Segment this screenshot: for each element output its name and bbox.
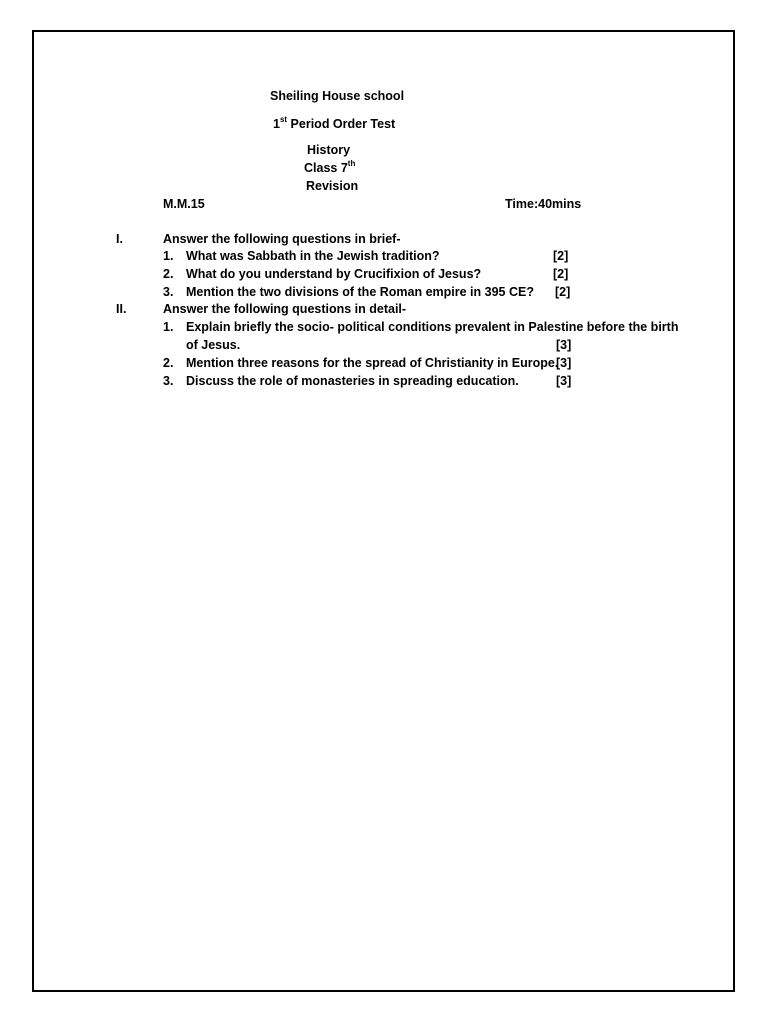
subject: History: [307, 143, 351, 157]
section-2-instruction: Answer the following questions in detail-: [163, 302, 407, 316]
question-marks: [2]: [555, 285, 571, 299]
question-text: What do you understand by Crucifixion of Jesus?: [186, 267, 482, 281]
page-border: [32, 30, 735, 992]
question-number: 2.: [163, 267, 174, 281]
question-text: Mention the two divisions of the Roman empire in 395 CE?: [186, 285, 534, 299]
test-title-prefix: 1: [273, 117, 280, 131]
question-number: 3.: [163, 374, 174, 388]
question-number: 1.: [163, 249, 174, 263]
class-label-superscript: th: [347, 158, 356, 168]
section-1-numeral: I.: [116, 232, 123, 246]
test-title: [273, 116, 395, 132]
question-text: What was Sabbath in the Jewish tradition?: [186, 249, 440, 263]
question-number: 3.: [163, 285, 174, 299]
question-marks: [3]: [556, 374, 572, 388]
question-marks: [3]: [556, 338, 572, 352]
section-1-instruction: Answer the following questions in brief-: [163, 232, 401, 246]
question-text: Discuss the role of monasteries in spreading education.: [186, 374, 519, 388]
question-marks: [2]: [553, 267, 569, 281]
question-marks: [3]: [556, 356, 572, 370]
time-allowed: Time:40mins: [505, 197, 582, 211]
section-2-numeral: II.: [116, 302, 127, 316]
max-marks: M.M.15: [163, 197, 205, 211]
test-type: Revision: [306, 179, 359, 193]
question-text-continued: of Jesus.: [186, 338, 241, 352]
class-label: [304, 160, 355, 176]
question-text: Mention three reasons for the spread of Christianity in Europe.: [186, 356, 559, 370]
question-number: 2.: [163, 356, 174, 370]
question-number: 1.: [163, 320, 174, 334]
test-title-suffix: Period Order Test: [287, 117, 396, 131]
school-name: Sheiling House school: [270, 89, 405, 103]
test-title-superscript: st: [279, 114, 288, 124]
class-label-prefix: Class 7: [304, 161, 348, 175]
question-text: Explain briefly the socio- political conditions prevalent in Palestine before the birth: [186, 320, 679, 334]
question-marks: [2]: [553, 249, 569, 263]
